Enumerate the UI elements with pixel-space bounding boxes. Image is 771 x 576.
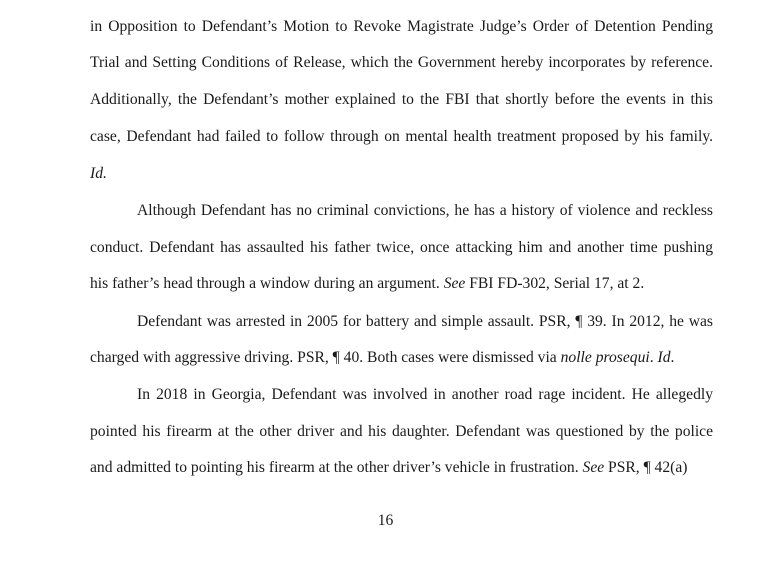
citation-id-text: Id	[657, 349, 671, 366]
body-text-line	[90, 459, 687, 477]
body-text-line: conduct. Defendant has assaulted his father twice, once attacking him and another time pushing	[90, 239, 713, 256]
paragraph-first-line: Defendant was arrested in 2005 for battery and simple assault. PSR, ¶ 39. In 2012, he was	[137, 313, 713, 330]
paragraph-first-line: Although Defendant has no criminal convictions, he has a history of violence and reckless	[137, 202, 713, 219]
citation-id	[90, 165, 107, 183]
body-text-line: Trial and Setting Conditions of Release, which the Government hereby incorporates by reference.	[90, 54, 713, 71]
body-text-line: pointed his firearm at the other driver and his daughter. Defendant was questioned by the police	[90, 423, 713, 440]
text-segment: and admitted to pointing his firearm at the other driver’s vehicle in frustration.	[90, 459, 583, 476]
body-text-line: case, Defendant had failed to follow through on mental health treatment proposed by his family.	[90, 128, 713, 145]
latin-phrase: nolle prosequi	[560, 349, 650, 366]
body-text-line	[90, 349, 674, 367]
text-segment: .	[649, 349, 658, 366]
text-segment: charged with aggressive driving. PSR, ¶ 40. Both cases were dismissed via	[90, 349, 561, 366]
signal-see: See	[443, 275, 466, 292]
citation-id-text: Id.	[90, 165, 107, 182]
body-text-line: in Opposition to Defendant’s Motion to Revoke Magistrate Judge’s Order of Detention Pending	[90, 18, 713, 35]
body-text-line: Additionally, the Defendant’s mother explained to the FBI that shortly before the events in this	[90, 91, 713, 108]
text-segment: .	[670, 349, 675, 366]
signal-see: See	[582, 459, 605, 476]
body-text-line	[90, 275, 644, 293]
page-number: 16	[377, 512, 394, 529]
text-segment: PSR, ¶ 42(a)	[604, 459, 688, 476]
text-segment: FBI FD-302, Serial 17, at 2.	[465, 275, 645, 292]
paragraph-first-line: In 2018 in Georgia, Defendant was involved in another road rage incident. He allegedly	[137, 386, 713, 403]
text-segment: his father’s head through a window during an argument.	[90, 275, 440, 292]
